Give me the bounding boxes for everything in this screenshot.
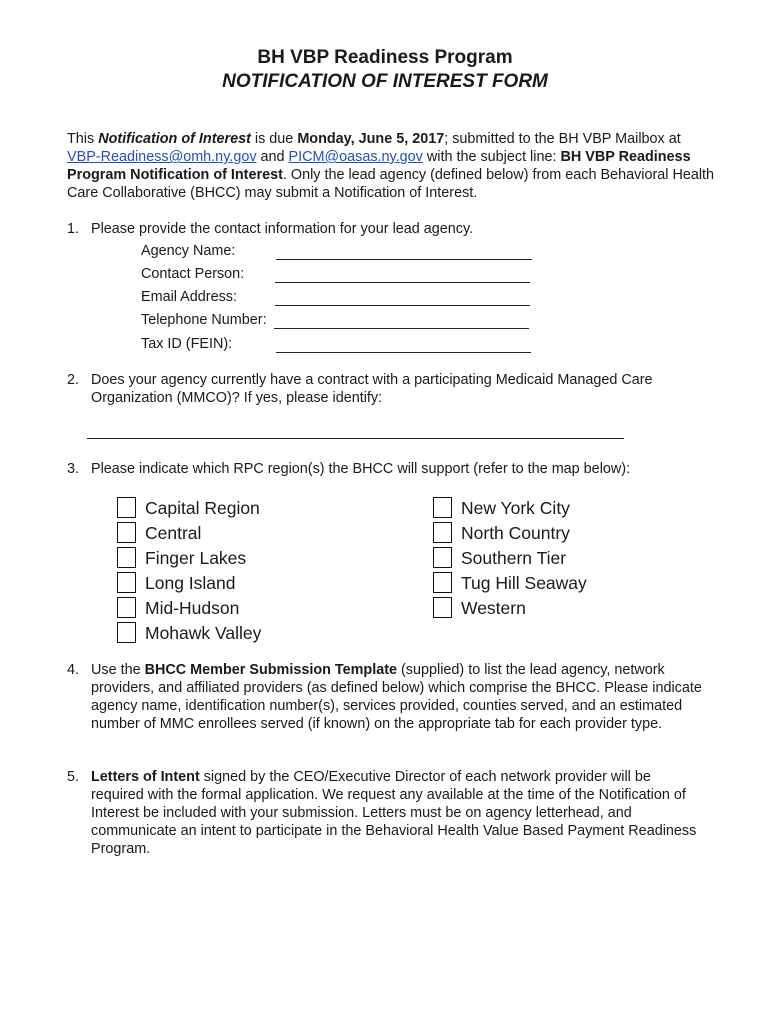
intro-text: with the subject line: xyxy=(422,149,561,165)
field-label: Email Address: xyxy=(141,289,237,305)
tax-id-input-line[interactable] xyxy=(276,352,531,353)
intro-paragraph xyxy=(67,130,717,202)
question-text-part: signed by the CEO/Executive Director of each network provider will be required with the formal application. We request any available at the time of the Notification of Interest be included with your submission. Letters must be on agency letterhead, and communicate an intent to participate in the Behavioral Health Value Based Payment Readiness Program. xyxy=(91,769,697,857)
agency-name-input-line[interactable] xyxy=(276,259,532,260)
checkbox[interactable] xyxy=(117,522,136,543)
question-text: Please provide the contact information for your lead agency. xyxy=(91,221,474,237)
question-number: 4. xyxy=(67,662,80,678)
contact-person-input-line[interactable] xyxy=(275,282,530,283)
region-label: Mohawk Valley xyxy=(145,623,262,643)
intro-noi-emphasis: Notification of Interest xyxy=(98,131,251,147)
field-label: Telephone Number: xyxy=(141,312,267,328)
form-title: BH VBP Readiness Program xyxy=(257,47,513,68)
telephone-number-input-line[interactable] xyxy=(274,328,529,329)
checkbox[interactable] xyxy=(117,597,136,618)
omh-email-link[interactable]: VBP-Readiness@omh.ny.gov xyxy=(67,149,257,165)
field-label: Agency Name: xyxy=(141,243,236,259)
question-1 xyxy=(67,220,707,238)
template-name: BHCC Member Submission Template xyxy=(144,662,398,678)
region-label: North Country xyxy=(461,523,570,543)
intro-text: This xyxy=(67,131,99,147)
intro-text: . Only the lead agency (defined below) from each Behavioral Health Care Collaborative (BHCC) may submit a Notification of Interest. xyxy=(67,167,715,201)
form-subtitle: NOTIFICATION OF INTEREST FORM xyxy=(222,71,548,92)
question-number: 2. xyxy=(67,372,80,388)
checkbox[interactable] xyxy=(433,547,452,568)
region-label: Long Island xyxy=(145,573,236,593)
question-number: 5. xyxy=(67,769,80,785)
checkbox[interactable] xyxy=(433,497,452,518)
region-label: Western xyxy=(461,598,526,618)
question-text-part: (supplied) to list the lead agency, network providers, and affiliated providers (as defined below) which comprise the BHCC. Please indicate agency name, identification number(s), services provided, counties served, and an estimated number of MMC enrollees served (if known) on the appropriate tab for each provider type. xyxy=(91,662,702,732)
mmco-answer-line[interactable] xyxy=(87,438,624,439)
question-number: 1. xyxy=(67,221,80,237)
question-text xyxy=(91,661,707,733)
question-text-part: Use the xyxy=(91,662,145,678)
intro-text: ; submitted to the BH VBP Mailbox at xyxy=(444,131,681,147)
checkbox[interactable] xyxy=(117,497,136,518)
region-label: Capital Region xyxy=(145,498,260,518)
intro-text: is due xyxy=(250,131,298,147)
region-label: New York City xyxy=(461,498,570,518)
region-label: Mid-Hudson xyxy=(145,598,240,618)
field-label: Contact Person: xyxy=(141,266,245,282)
checkbox[interactable] xyxy=(117,622,136,643)
oasas-email-link[interactable]: PICM@oasas.ny.gov xyxy=(288,149,423,165)
region-label: Southern Tier xyxy=(461,548,567,568)
checkbox[interactable] xyxy=(117,547,136,568)
region-label: Finger Lakes xyxy=(145,548,247,568)
email-address-input-line[interactable] xyxy=(275,305,530,306)
question-3 xyxy=(67,460,707,478)
due-date: Monday, June 5, 2017 xyxy=(297,131,445,147)
checkbox[interactable] xyxy=(433,522,452,543)
letters-of-intent-label: Letters of Intent xyxy=(91,769,200,785)
question-text: Does your agency currently have a contract with a participating Medicaid Managed Care Organization (MMCO)? If yes, please identify: xyxy=(91,372,653,406)
region-label: Central xyxy=(145,523,202,543)
question-2 xyxy=(67,371,707,407)
subject-line: BH VBP Readiness Program Notification of Interest xyxy=(67,149,691,183)
question-text xyxy=(91,768,707,858)
question-4 xyxy=(67,661,707,733)
question-number: 3. xyxy=(67,461,80,477)
intro-text: and xyxy=(256,149,289,165)
checkbox[interactable] xyxy=(433,597,452,618)
question-5 xyxy=(67,768,707,858)
checkbox[interactable] xyxy=(117,572,136,593)
field-label: Tax ID (FEIN): xyxy=(141,336,233,352)
checkbox[interactable] xyxy=(433,572,452,593)
region-label: Tug Hill Seaway xyxy=(461,573,587,593)
question-text: Please indicate which RPC region(s) the BHCC will support (refer to the map below): xyxy=(91,461,631,477)
